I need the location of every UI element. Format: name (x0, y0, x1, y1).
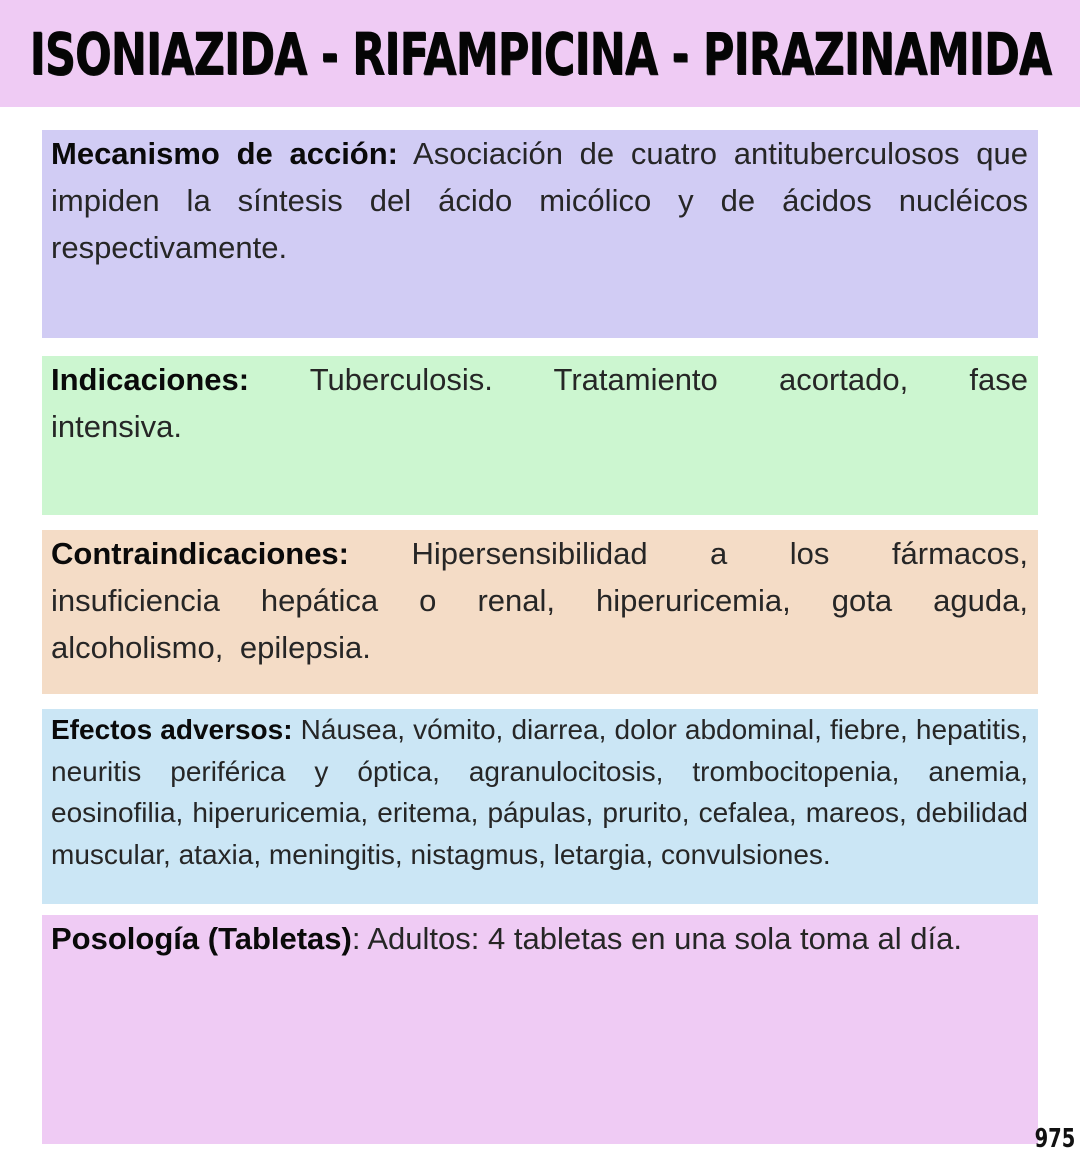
section-text: Tuberculosis. Tratamiento acortado, fase intensiva. (51, 362, 1028, 444)
section-label: Mecanismo de acción: (51, 136, 399, 171)
section-efectos-adversos (42, 709, 1038, 904)
section-label: Indicaciones: (51, 362, 250, 397)
section-label: Contraindicaciones: (51, 536, 349, 571)
page-title: ISONIAZIDA - RIFAMPICINA - PIRAZINAMIDA (29, 19, 1051, 88)
section-text: Asociación de cuatro antituberculosos que impiden la síntesis del ácido micólico y de ácidos nucléicos respectivamente. (51, 136, 1028, 265)
section-posologia (42, 915, 1038, 1144)
page-number: 975 (1034, 1124, 1075, 1154)
section-text: Náusea, vómito, diarrea, dolor abdominal, fiebre, hepatitis, neuritis periférica y óptica, agranulocitosis, trombocitopenia, anemia, eosinofilia, hiperuricemia, eritema, pápulas, prurito, cefalea, mareos, debilidad muscular, ataxia, meningitis, nistagmus, letargia, convulsiones. (51, 714, 1028, 870)
section-text: Hipersensibilidad a los fármacos, insuficiencia hepática o renal, hiperuricemia, gota aguda, alcoholismo, epilepsia. (51, 536, 1028, 665)
section-label: Posología (Tabletas) (51, 921, 352, 956)
section-contraindicaciones (42, 530, 1038, 694)
page-header (0, 0, 1080, 107)
section-mecanismo-de-accion (42, 130, 1038, 338)
section-text: : Adultos: 4 tabletas en una sola toma al día. (351, 921, 962, 956)
section-indicaciones (42, 356, 1038, 515)
section-label: Efectos adversos: (51, 714, 293, 745)
